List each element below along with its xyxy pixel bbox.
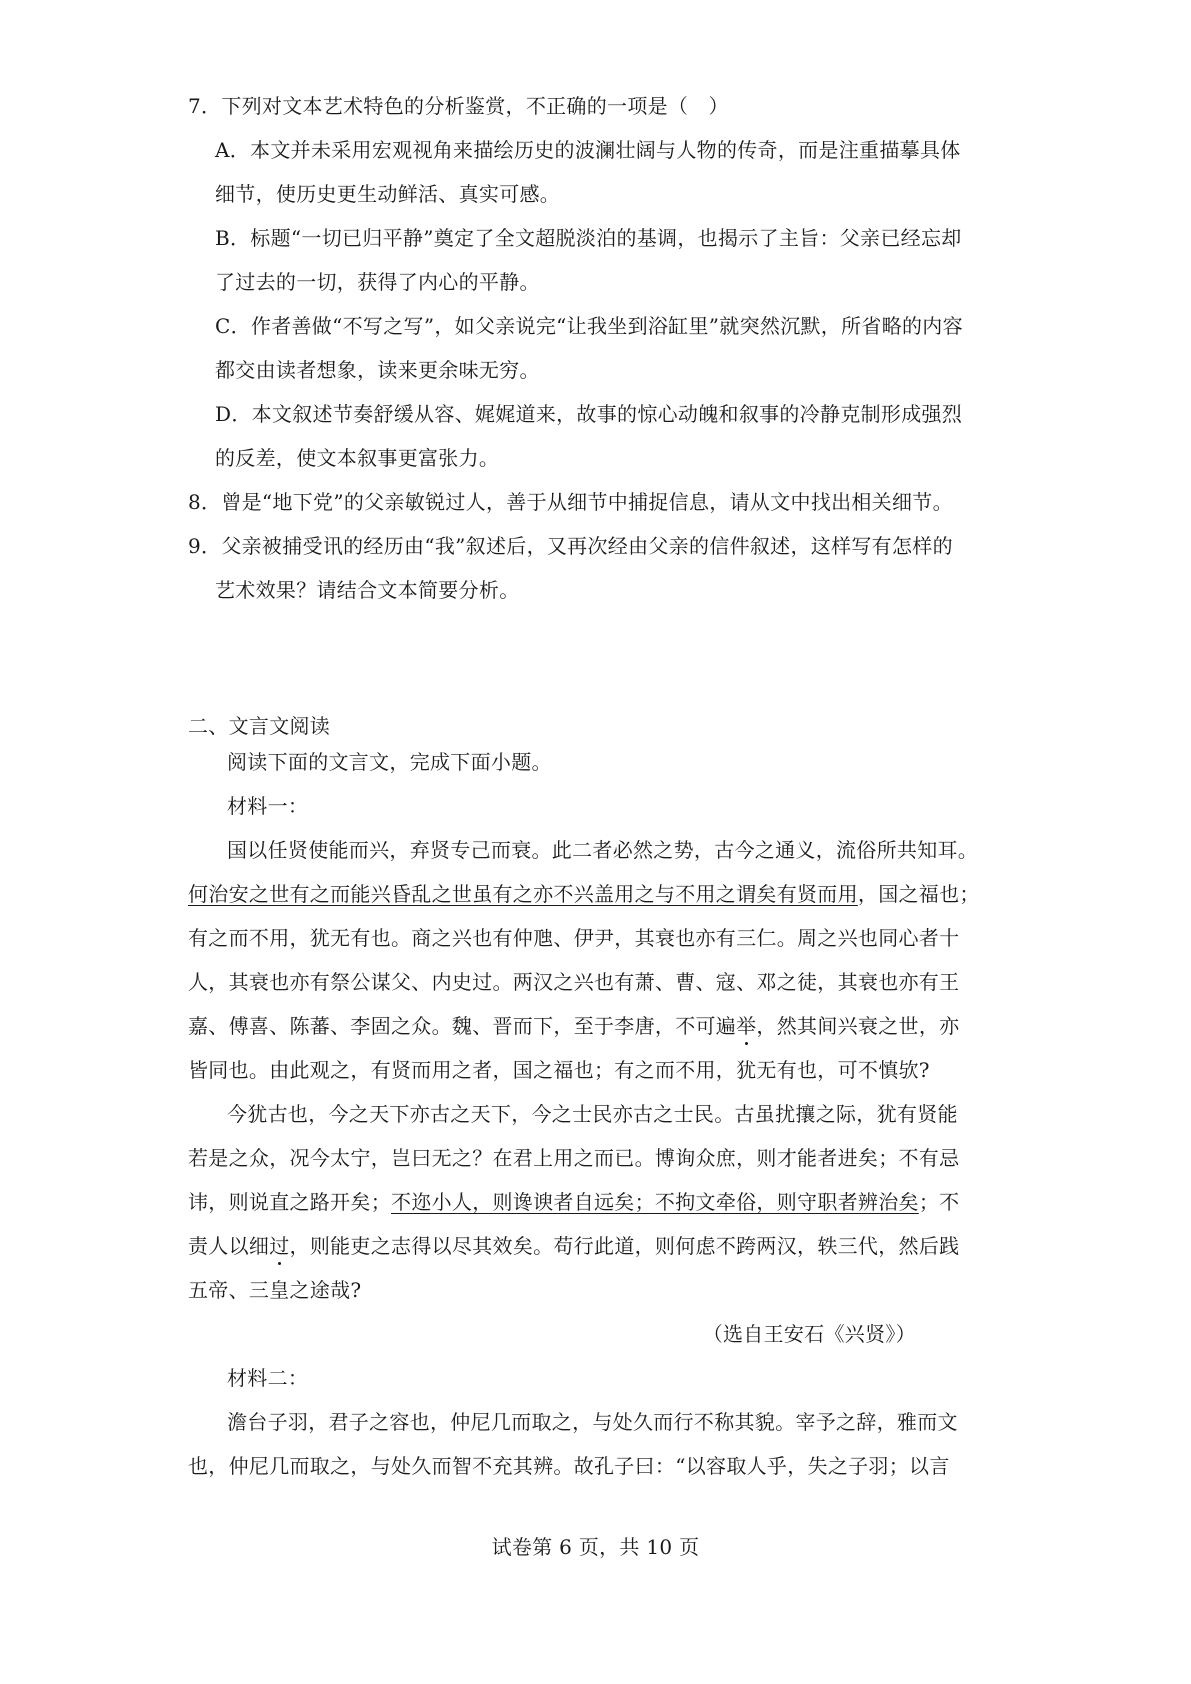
- passage-2-line1: 今犹古也，今之天下亦古之天下，今之士民亦古之士民。古虽扰攘之际，犹有贤能: [227, 1102, 958, 1126]
- passage-1-line5: [188, 1013, 959, 1039]
- passage-1-line2: [188, 881, 980, 907]
- passage-3-line2: 也，仲尼几而取之，与处久而智不充其辨。故孔子曰：“以容取人乎，失之子羽；以言: [188, 1454, 950, 1478]
- material-2-label: 材料二：: [227, 1366, 309, 1390]
- page-footer: 试卷第 6 页，共 10 页: [491, 1535, 700, 1559]
- passage-1-line4: 人，其衰也亦有祭公谋父、内史过。两汉之兴也有萧、曹、寇、邓之徒，其衰也亦有王: [188, 970, 960, 994]
- underlined-separator: ；: [634, 1190, 655, 1214]
- underlined-clause: 不迩小人，则谗谀者自远矣: [391, 1190, 635, 1214]
- line-segment: ，然其间兴衰之世，亦: [756, 1014, 960, 1038]
- q7-option-c-line1: C．作者善做“不写之写”，如父亲说完“让我坐到浴缸里”就突然沉默，所省略的内容: [215, 314, 963, 338]
- section-instruction: 阅读下面的文言文，完成下面小题。: [227, 750, 552, 774]
- line-rest: ，国之福也；: [857, 882, 980, 906]
- passage-2-line2: 若是之众，况今太宁，岂曰无之？在君上用之而已。博询众庶，则才能者进矣；不有忌: [188, 1146, 960, 1170]
- q7-option-b-line2: 了过去的一切，获得了内心的平静。: [215, 270, 540, 294]
- passage-1-line3: 有之而不用，犹无有也。商之兴也有仲虺、伊尹，其衰也亦有三仁。周之兴也同心者十: [188, 926, 960, 950]
- q7-option-d-line1: D．本文叙述节奏舒缓从容、娓娓道来，故事的惊心动魄和叙事的冷静克制形成强烈: [215, 402, 963, 426]
- underlined-sentence: 何治安之世有之而能兴昏乱之世虽有之亦不兴盖用之与不用之谓矣有贤而用: [188, 882, 858, 906]
- line-segment: 讳，则说直之路开矣；: [188, 1190, 391, 1214]
- material-1-label: 材料一：: [227, 794, 309, 818]
- q9-stem-line2: 艺术效果？请结合文本简要分析。: [215, 578, 520, 602]
- line-segment: ；不: [918, 1190, 960, 1214]
- q7-option-c-line2: 都交由读者想象，读来更余味无穷。: [215, 358, 540, 382]
- line-segment: ，则能吏之志得以尽其效矣。苟行此道，则何虑不跨两汉，轶三代，然后践: [289, 1234, 960, 1258]
- line-segment: 嘉、傅喜、陈蕃、李固之众。魏、晋而下，至于李唐，不可遍: [188, 1014, 737, 1038]
- q7-stem: 7．下列对文本艺术特色的分析鉴赏，不正确的一项是（ ）: [188, 94, 729, 118]
- passage-1-line1: 国以任贤使能而兴，弃贤专己而衰。此二者必然之势，古今之通义，流俗所共知耳。: [227, 838, 979, 862]
- section-title: 二、文言文阅读: [188, 714, 331, 738]
- q7-option-a-line1: A．本文并未采用宏观视角来描绘历史的波澜壮阔与人物的传奇，而是注重描摹具体: [215, 138, 961, 162]
- passage-2-line5: 五帝、三皇之途哉?: [188, 1278, 362, 1302]
- emphasis-dotted-char: 过: [269, 1234, 290, 1258]
- line-segment: 责人以细: [188, 1234, 270, 1258]
- q7-option-a-line2: 细节，使历史更生动鲜活、真实可感。: [215, 182, 561, 206]
- q7-option-b-line1: B．标题“一切已归平静”奠定了全文超脱淡泊的基调，也揭示了主旨：父亲已经忘却: [215, 226, 962, 250]
- passage-3-line1: 澹台子羽，君子之容也，仲尼几而取之，与处久而行不称其貌。宰予之辞，雅而文: [227, 1410, 958, 1434]
- q8-stem: 8．曾是“地下党”的父亲敏锐过人，善于从细节中捕捉信息，请从文中找出相关细节。: [188, 490, 953, 514]
- emphasis-dotted-char: 举: [736, 1014, 757, 1038]
- passage-1-line6: 皆同也。由此观之，有贤而用之者，国之福也；有之而不用，犹无有也，可不慎欤?: [188, 1058, 930, 1082]
- passage-2-line4: [188, 1233, 959, 1259]
- source-citation: （选自王安石《兴贤》）: [702, 1322, 916, 1346]
- passage-2-line3: [188, 1189, 959, 1215]
- q9-stem-line1: 9．父亲被捕受讯的经历由“我”叙述后，又再次经由父亲的信件叙述，这样写有怎样的: [188, 534, 953, 558]
- underlined-clause: 不拘文牵俗，则守职者辨治矣: [654, 1190, 919, 1214]
- q7-option-d-line2: 的反差，使文本叙事更富张力。: [215, 446, 500, 470]
